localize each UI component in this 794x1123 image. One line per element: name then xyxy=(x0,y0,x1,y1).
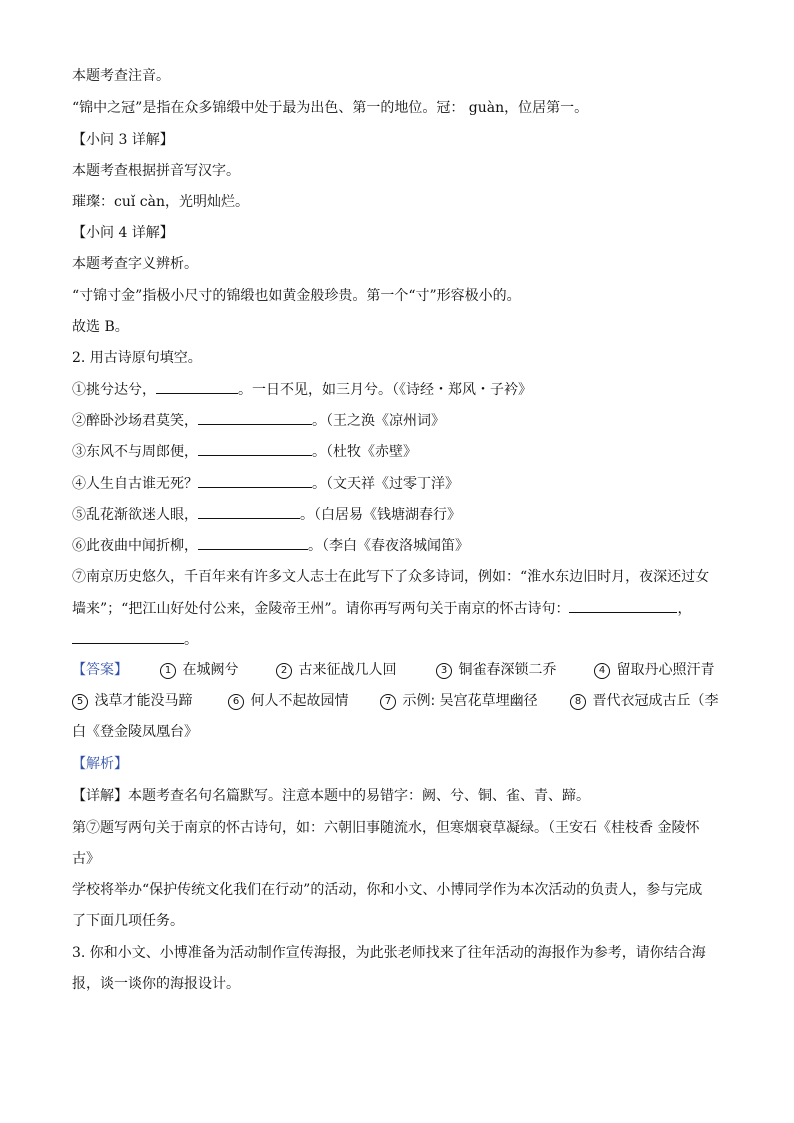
text-line: 故选 B。 xyxy=(72,319,129,335)
text-line: “寸锦寸金”指极小尺寸的锦缎也如黄金般珍贵。第一个“寸”形容极小的。 xyxy=(72,288,521,304)
question-title: 2. 用古诗原句填空。 xyxy=(72,350,202,366)
text-line: 报，谈一谈你的海报设计。 xyxy=(72,976,240,992)
answer-text: 古来征战几人回 xyxy=(298,662,397,678)
answer-text: 铜雀春深锁二乔 xyxy=(458,662,557,678)
answer-row xyxy=(72,660,128,680)
prompt-text: ①挑兮达兮， xyxy=(72,382,156,398)
text-line: 第⑦题写两句关于南京的怀古诗句，如：六朝旧事随流水，但寒烟衰草凝绿。（王安石《桂枝香 金陵怀 xyxy=(72,820,700,836)
text-line: 本题考查注音。 xyxy=(72,68,170,84)
analysis-label: 【解析】 xyxy=(72,756,128,772)
text-line: 本题考查字义辨析。 xyxy=(72,256,198,272)
answer-text: 浅草才能没马蹄 xyxy=(94,693,193,709)
answer-blank xyxy=(198,441,312,456)
circled-number: 2 xyxy=(276,663,292,679)
circled-number: 6 xyxy=(228,694,244,710)
prompt-text: ⑤乱花渐欲迷人眼， xyxy=(72,507,198,523)
question-title: 3. 你和小文、小博准备为活动制作宣传海报，为此张老师找来了往年活动的海报作为参考，请你结合海 xyxy=(72,945,706,961)
fill-blank-line xyxy=(72,598,732,619)
source-text: 。（杜牧《赤壁》 xyxy=(312,444,417,460)
answer-item xyxy=(380,691,538,711)
detail-line xyxy=(72,786,732,806)
answer-item xyxy=(72,691,192,711)
answer-item xyxy=(160,660,238,680)
fill-blank-line xyxy=(72,441,732,462)
section-heading: 【小问 3 详解】 xyxy=(72,132,174,148)
text-line: 学校将举办“保护传统文化我们在行动”的活动，你和小文、小博同学作为本次活动的负责人，参与完成 xyxy=(72,882,703,898)
answer-label: 【答案】 xyxy=(72,662,128,678)
circled-number: 5 xyxy=(72,694,88,710)
circled-number: 8 xyxy=(570,694,586,710)
answer-text: 晋代衣冠成古丘（李 xyxy=(592,693,719,709)
detail-label: 【详解】 xyxy=(72,788,128,804)
fill-blank-line xyxy=(72,379,732,400)
detail-text: 本题考查名句名篇默写。注意本题中的易错字：阙、兮、铜、雀、青、蹄。 xyxy=(128,788,590,804)
prompt-text: 墙来”；“把江山好处付公来，金陵帝王州”。请你再写两句关于南京的怀古诗句： xyxy=(72,601,570,617)
answer-item xyxy=(570,691,718,711)
text-line: 古》 xyxy=(72,851,100,867)
answer-item xyxy=(276,660,396,680)
answer-continuation: 白《登金陵凤凰台》 xyxy=(72,724,198,740)
circled-number: 1 xyxy=(160,663,176,679)
section-heading: 【小问 4 详解】 xyxy=(72,225,174,241)
fill-blank-line xyxy=(72,504,732,525)
answer-item xyxy=(436,660,556,680)
answer-text: 留取丹心照汗青 xyxy=(616,662,715,678)
text-line: 了下面几项任务。 xyxy=(72,913,184,929)
circled-number: 7 xyxy=(380,694,396,710)
text-line: 本题考查根据拼音写汉字。 xyxy=(72,163,240,179)
answer-text: 在城阙兮 xyxy=(182,662,239,678)
prompt-text: ⑥此夜曲中闻折柳， xyxy=(72,538,198,554)
fill-blank-line xyxy=(72,535,732,556)
source-text: 。（文天祥《过零丁洋》 xyxy=(312,476,459,492)
fill-blank-line xyxy=(72,473,732,494)
answer-blank xyxy=(198,410,312,425)
answer-blank xyxy=(198,535,308,550)
answer-blank xyxy=(156,379,238,394)
answer-blank xyxy=(198,473,312,488)
punct: 。 xyxy=(184,632,198,648)
prompt-text: ④人生自古谁无死？ xyxy=(72,476,198,492)
answer-item xyxy=(228,691,348,711)
fill-blank-line xyxy=(72,410,732,431)
answer-text: 何人不起故园情 xyxy=(250,693,349,709)
prompt-text: ③东风不与周郎便， xyxy=(72,444,198,460)
answer-text: 示例: 吴宫花草埋幽径 xyxy=(402,693,538,709)
source-text: 。（白居易《钱塘湖春行》 xyxy=(300,507,461,523)
text-line: ⑦南京历史悠久，千百年来有许多文人志士在此写下了众多诗词，例如：“淮水东边旧时月，夜深还过女 xyxy=(72,569,710,585)
answer-item xyxy=(594,660,714,680)
source-text: 。（王之涣《凉州词》 xyxy=(312,413,445,429)
source-text: 。一日不见，如三月兮。（《诗经・郑风・子衿》 xyxy=(238,382,532,398)
answer-blank xyxy=(198,504,300,519)
fill-blank-line xyxy=(72,629,732,650)
circled-number: 4 xyxy=(594,663,610,679)
answer-blank xyxy=(72,629,184,644)
text-line: 璀璨：cuǐ càn，光明灿烂。 xyxy=(72,194,249,210)
punct: ， xyxy=(677,601,692,617)
answer-blank xyxy=(569,598,677,613)
text-line: “锦中之冠”是指在众多锦缎中处于最为出色、第一的地位。冠： guàn，位居第一。 xyxy=(72,100,589,116)
circled-number: 3 xyxy=(436,663,452,679)
source-text: 。（李白《春夜洛城闻笛》 xyxy=(308,538,469,554)
prompt-text: ②醉卧沙场君莫笑， xyxy=(72,413,198,429)
